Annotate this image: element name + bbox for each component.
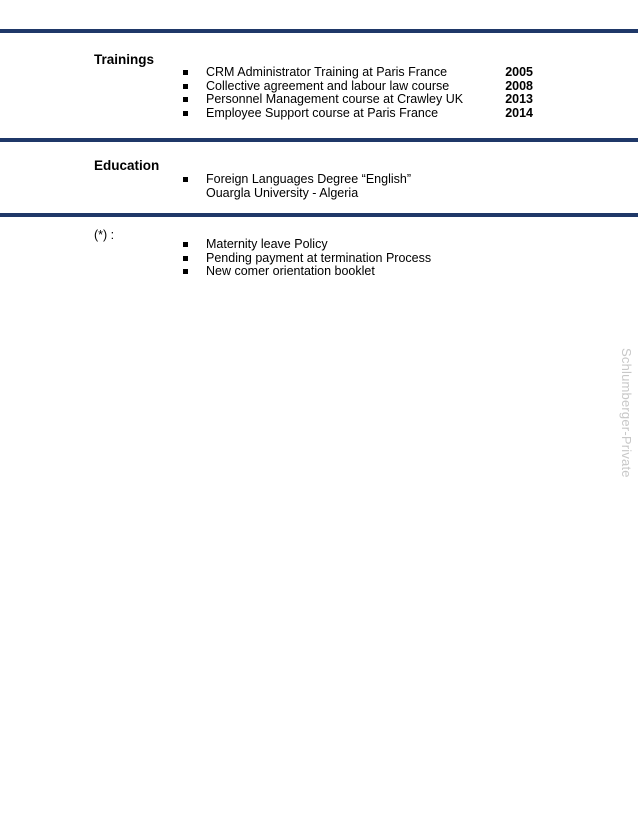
list-item: [180, 107, 540, 121]
bullet-icon: [183, 70, 188, 75]
bullet-icon: [183, 242, 188, 247]
list-item: [180, 80, 540, 94]
bullet-icon: [183, 84, 188, 89]
training-name: Personnel Management course at Crawley UK: [206, 92, 464, 106]
section-divider-education: [0, 213, 638, 217]
trainings-heading: Trainings: [94, 52, 155, 67]
training-name: CRM Administrator Training at Paris France: [206, 65, 448, 79]
classification-watermark: Schlumberger-Private: [619, 348, 634, 478]
training-year: 2013: [505, 92, 533, 106]
note-text: New comer orientation booklet: [206, 264, 375, 278]
training-year: 2014: [505, 105, 533, 120]
training-name: Collective agreement and labour law course: [206, 78, 450, 93]
degree-text: Foreign Languages Degree “English”: [206, 172, 411, 186]
list-item: [180, 252, 540, 266]
education-list: [180, 173, 540, 200]
bullet-icon: [183, 269, 188, 274]
bullet-icon: [183, 97, 188, 102]
note-text: Pending payment at termination Process: [206, 250, 432, 265]
notes-list: [180, 238, 540, 279]
training-year: 2005: [505, 65, 533, 79]
section-divider-top: [0, 29, 638, 33]
notes-heading: (*) :: [94, 228, 115, 242]
bullet-icon: [183, 256, 188, 261]
trainings-list: [180, 66, 540, 120]
note-text: Maternity leave Policy: [206, 237, 328, 251]
bullet-icon: [183, 111, 188, 116]
training-name: Employee Support course at Paris France: [206, 105, 439, 120]
list-item: [180, 66, 540, 80]
education-heading: Education: [94, 158, 160, 173]
university-text: Ouargla University - Algeria: [206, 185, 359, 200]
section-divider-trainings: [0, 138, 638, 142]
training-year: 2008: [505, 78, 533, 93]
list-item: [180, 173, 540, 200]
list-item: [180, 238, 540, 252]
list-item: [180, 93, 540, 107]
bullet-icon: [183, 177, 188, 182]
list-item: [180, 265, 540, 279]
